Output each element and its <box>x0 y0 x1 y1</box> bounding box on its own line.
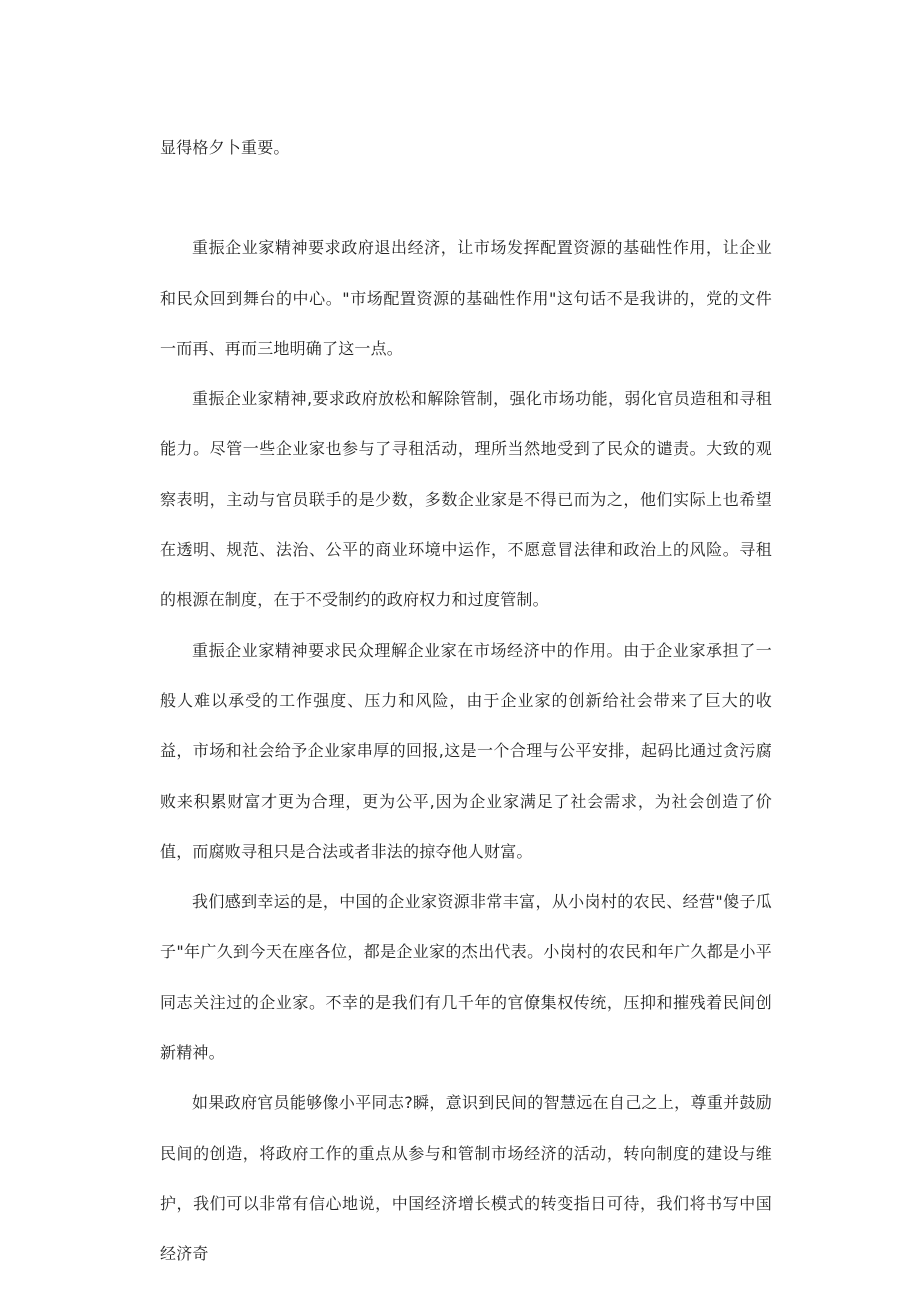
paragraph-gap <box>160 173 772 223</box>
paragraph-2: 重振企业家精神要求政府退出经济，让市场发挥配置资源的基础性作用，让企业和民众回到舞台的中心。"市场配置资源的基础性作用"这句话不是我讲的，党的文件一而再、再而三地明确了这一点。 <box>160 238 772 358</box>
paragraph-4: 重振企业家精神要求民众理解企业家在市场经济中的作用。由于企业家承担了一般人难以承受的工作强度、压力和风险，由于企业家的创新给社会带来了巨大的收益，市场和社会给予企业家串厚的回报,这是一个合理与公平安排，起码比通过贪污腐败来积累财富才更为合理，更为公平,因为企业家满足了社会需求，为社会创造了价值，而腐败寻租只是合法或者非法的掠夺他人财富。 <box>160 640 772 861</box>
paragraph-6: 如果政府官员能够像小平同志?瞬，意识到民间的智慧远在自己之上，尊重并鼓励民间的创造，将政府工作的重点从参与和管制市场经济的活动，转向制度的建设与维护，我们可以非常有信心地说，中国经济增长模式的转变指日可待，我们将书写中国经济奇 <box>160 1093 772 1264</box>
paragraph-3: 重振企业家精神,要求政府放松和解除管制，强化市场功能，弱化官员造租和寻租能力。尽管一些企业家也参与了寻租活动，理所当然地受到了民众的谴责。大致的观察表明，主动与官员联手的是少数，多数企业家是不得已而为之，他们实际上也希望在透明、规范、法治、公平的商业环境中运作，不愿意冒法律和政治上的风险。寻租的根源在制度，在于不受制约的政府权力和过度管制。 <box>160 389 772 610</box>
paragraph-1: 显得格夕卜重要。 <box>160 138 290 157</box>
paragraph-5: 我们感到幸运的是，中国的企业家资源非常丰富，从小岗村的农民、经营"傻子瓜子"年广久到今天在座各位，都是企业家的杰出代表。小岗村的农民和年广久都是小平同志关注过的企业家。不幸的是我们有几千年的官僚集权传统，压抑和摧残着民间创新精神。 <box>160 892 772 1063</box>
document-body <box>160 123 772 1280</box>
